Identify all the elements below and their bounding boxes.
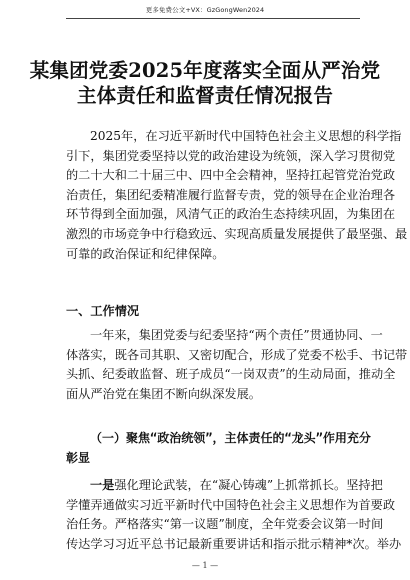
paragraph-line: 的二十大和二十届三中、四中全会精神，坚持扛起管党治党政 [66,168,396,183]
header-watermark: 更多免费公文+VX：GzGongWen2024 [145,6,265,14]
paragraph-line [66,476,383,496]
subsection-heading-line: 彰显 [66,451,91,465]
point-lead: 一是 [90,478,115,492]
doc-title-line-2: 主体责任和监督责任情况报告 [76,84,334,107]
subsection-heading [66,428,371,468]
page-number: — 1 — [191,561,219,570]
paragraph-line: 激烈的市场竞争中行稳致远、实现高质量发展提供了最坚强、最 [66,226,408,241]
paragraph-line: 2025年，在习近平新时代中国特色社会主义思想的科学指 [90,129,402,143]
section-heading-work-status: 一、工作情况 [66,304,140,318]
paragraph-line: 可靠的政治保证和纪律保障。 [66,246,225,261]
paragraph-line: 环节得到全面加强，风清气正的政治生态持续巩固，为集团在 [66,207,396,222]
paragraph-line: 传达学习习近平总书记最新重要讲话和指示批示精神*次。举办 [66,536,402,551]
intro-paragraph [66,127,408,264]
subsection-heading-line: （一）聚焦“政治统领”，主体责任的“龙头”作用充分 [90,431,371,445]
paragraph-line: 引下，集团党委坚持以党的政治建设为统领，深入学习贯彻党 [66,148,396,163]
point-one-paragraph [66,476,402,554]
doc-title-line-1: 某集团党委2025年度落实全面从严治党 [29,59,381,82]
paragraph-text: 强化理论武装，在“凝心铸魂”上抓常抓长。坚持把 [114,478,383,492]
section1-paragraph [66,326,408,404]
header-rule [66,18,360,19]
paragraph-line: 治责任，集团纪委精准履行监督专责，党的领导在企业治理各 [66,187,396,202]
paragraph-line: 体落实，既各司其职、又密切配合，形成了党委不松手、书记带 [66,347,408,362]
paragraph-line: 学懂弄通做实习近平新时代中国特色社会主义思想作为首要政 [66,497,396,512]
paragraph-line: 治任务。严格落实“第一议题”制度，全年党委会议第一时间 [66,517,384,532]
paragraph-line: 面从严治党在集团不断向纵深发展。 [66,386,261,401]
paragraph-line: 头抓、纪委敢监督、班子成员“一岗双责”的生动局面，推动全 [66,367,396,382]
paragraph-line: 一年来，集团党委与纪委坚持“两个责任”贯通协同、一 [90,328,383,342]
